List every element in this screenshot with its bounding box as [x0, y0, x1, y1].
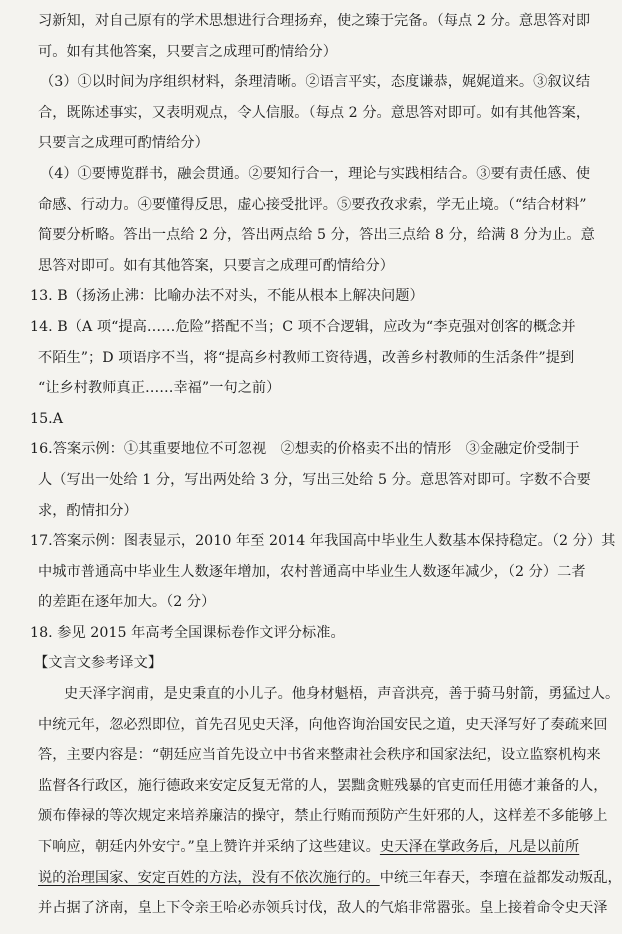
text-line: 13. B（扬汤止沸：比喻办法不对头，不能从根本上解决问题）: [30, 288, 424, 305]
text-line: 16.答案示例：①其重要地位不可忽视 ②想卖的价格卖不出的情形 ③金融定价受制于: [30, 441, 580, 458]
text-line: 颁布俸禄的等次规定来培养廉洁的操守，禁止行贿而预防产生奸邪的人，这样差不多能够上: [38, 808, 608, 825]
text-line: 史天泽字润甫，是史秉直的小儿子。他身材魁梧，声音洪亮，善于骑马射箭，勇猛过人。: [64, 686, 620, 703]
text-line: 人（写出一处给 1 分，写出两处给 3 分，写出三处给 5 分。意思答对即可。字数不合要: [38, 471, 591, 488]
text-line: 可。如有其他答案，只要言之成理可酌情给分）: [38, 43, 337, 60]
item-15: [30, 404, 570, 435]
text-line: 中统元年，忽必烈即位，首先召见史天泽，向他咨询治国安民之道，史天泽写好了奏疏来回: [38, 716, 608, 733]
text-line: 监督各行政区，施行德政来安定反复无常的人，罢黜贪赃残暴的官吏而任用德才兼备的人，: [38, 777, 608, 794]
text-line: 18. 参见 2015 年高考全国课标卷作文评分标准。: [30, 624, 345, 641]
text-line: 只要言之成理可酌情给分）: [38, 135, 209, 152]
item-12-sub-3: [38, 67, 591, 159]
text-line: 的差距在逐年加大。（2 分）: [38, 594, 216, 611]
text-line: 并占据了济南，皇上下令亲王哈必赤领兵讨伐，敌人的气焰非常嚣张。皇上接着命令史天泽: [38, 900, 608, 917]
text-line: 思答对即可。如有其他答案，只要言之成理可酌情给分）: [38, 257, 394, 274]
item-13: [30, 281, 570, 312]
text-line: 命感、行动力。④要懂得反思，虚心接受批评。⑤要孜孜求索，学无止境。（“结合材料”: [38, 196, 587, 213]
text-line: 简要分析略。答出一点给 2 分，答出两点给 5 分，答出三点给 8 分，给满 8 分为止。意: [38, 227, 595, 244]
text-line: 15.A: [30, 410, 64, 427]
text-line: 中城市普通高中毕业生人数逐年增加，农村普通高中毕业生人数逐年减少，（2 分）二者: [38, 563, 586, 580]
text-span: 下响应，朝廷内外安宁。”皇上赞许并采纳了这些建议。: [38, 839, 380, 856]
item-16: [30, 434, 591, 526]
underlined-text: 说的治理国家、安定百姓的方法，没有不依次施行的。: [38, 869, 380, 886]
item-17: [30, 526, 616, 618]
text-span: 中统三年春天，李璮在益都发动叛乱，: [379, 869, 622, 886]
item-14: [30, 312, 576, 404]
text-line: 求，酌情扣分）: [38, 502, 138, 519]
item-12-sub-4: [38, 159, 595, 281]
text-line: 习新知，对自己原有的学术思想进行合理扬弃，使之臻于完备。（每点 2 分。意思答对即: [38, 13, 591, 29]
text-line: 17.答案示例：图表显示，2010 年至 2014 年我国高中毕业生人数基本保持稳定。（2 分）其: [30, 533, 616, 550]
underlined-text: 史天泽在掌政务后，凡是以前所: [379, 839, 580, 856]
text-line: 合，既陈述事实，又表明观点，令人信服。（每点 2 分。意思答对即可。如有其他答案，: [38, 104, 591, 121]
text-line: （3）①以时间为序组织材料，条理清晰。②语言平实，态度谦恭，娓娓道来。③叙议结: [40, 74, 591, 91]
item-18: [30, 618, 570, 649]
text-line: [38, 863, 622, 894]
text-line: [38, 832, 580, 863]
item-12-continuation: [38, 6, 591, 67]
text-line: 不陌生”；D 项语序不当，将“提高乡村教师工资待遇，改善乡村教师的生活条件”提到: [38, 349, 575, 366]
section-heading: 【文言文参考译文】: [34, 655, 163, 672]
classical-translation: [34, 648, 622, 923]
text-line: 14. B（A 项“提高……危险”搭配不当；C 项不合逻辑，应改为“李克强对创客的概念并: [30, 318, 576, 335]
text-line: 答，主要内容是：“朝廷应当首先设立中书省来整肃社会秩序和国家法纪，设立监察机构来: [38, 747, 601, 764]
text-line: “让乡村教师真正……幸福”一句之前）: [38, 380, 281, 397]
text-line: （4）①要博览群书，融会贯通。②要知行合一，理论与实践相结合。③要有责任感、使: [40, 165, 591, 182]
